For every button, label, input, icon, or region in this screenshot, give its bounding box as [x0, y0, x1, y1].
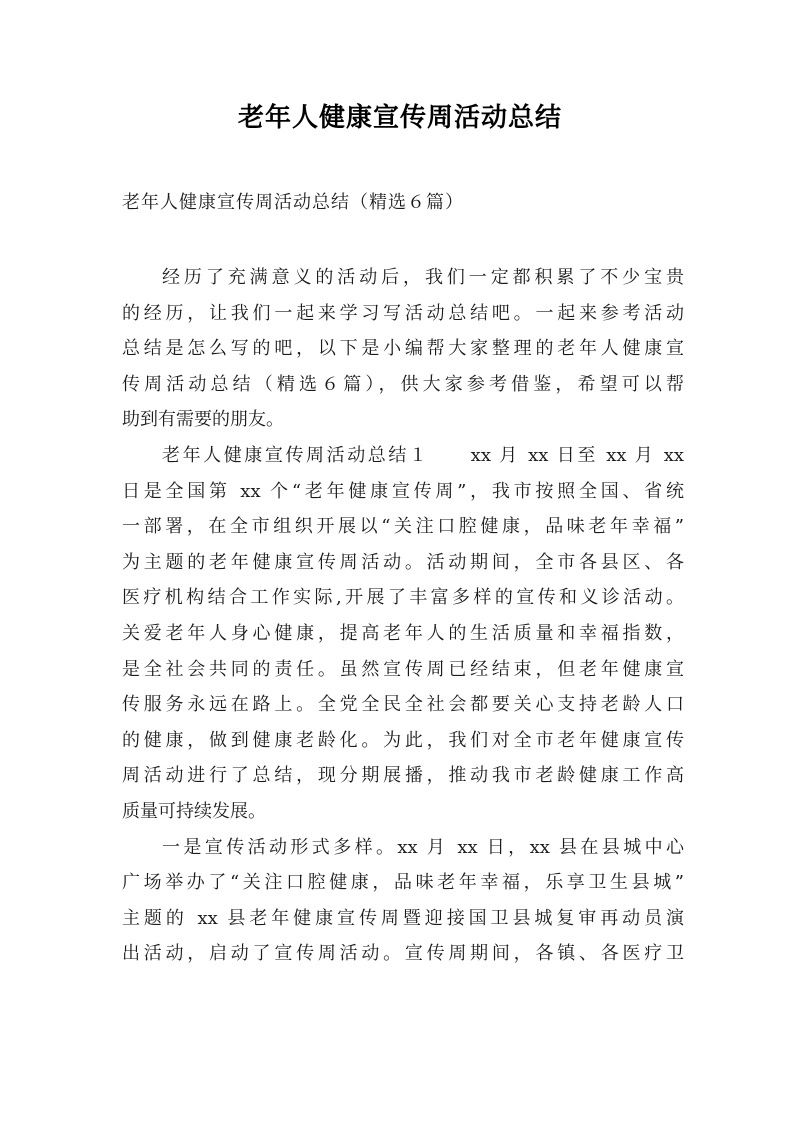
paragraph-intro [122, 260, 684, 438]
text-line: 一部署，在全市组织开展以“关注口腔健康，品味老年幸福” [122, 516, 684, 538]
text-line: 助到有需要的朋友。 [122, 409, 284, 431]
text-line: 质量可持续发展。 [122, 800, 266, 822]
text-line: 关爱老年人身心健康，提高老年人的生活质量和幸福指数， [122, 622, 684, 644]
paragraph-activity-forms [122, 830, 684, 972]
text-line: 周活动进行了总结，现分期展播，推动我市老龄健康工作高 [122, 765, 684, 787]
document-body [122, 260, 684, 972]
text-line: 老年人健康宣传周活动总结１ xx 月 xx 日至 xx 月 xx [162, 444, 684, 466]
text-line: 日是全国第 xx 个“老年健康宣传周”，我市按照全国、省统 [122, 480, 684, 502]
document-subtitle: 老年人健康宣传周活动总结（精选６篇） [122, 192, 464, 213]
text-line: 一是宣传活动形式多样。xx 月 xx 日，xx 县在县城中心 [162, 836, 684, 858]
text-line: 出活动，启动了宣传周活动。宣传周期间，各镇、各医疗卫 [122, 943, 684, 965]
text-line: 的经历，让我们一起来学习写活动总结吧。一起来参考活动 [122, 302, 684, 324]
paragraph-summary-1 [122, 438, 684, 830]
text-line: 总结是怎么写的吧，以下是小编帮大家整理的老年人健康宣 [122, 338, 684, 360]
document-title: 老年人健康宣传周活动总结 [237, 103, 562, 133]
text-line: 广场举办了“关注口腔健康，品味老年幸福，乐享卫生县城” [122, 872, 684, 894]
text-line: 是全社会共同的责任。虽然宣传周已经结束，但老年健康宣 [122, 658, 684, 680]
text-line: 医疗机构结合工作实际,开展了丰富多样的宣传和义诊活动。 [122, 587, 684, 609]
text-line: 传周活动总结（精选６篇），供大家参考借鉴，希望可以帮 [122, 373, 684, 395]
text-line: 传服务永远在路上。全党全民全社会都要关心支持老龄人口 [122, 694, 684, 716]
text-line: 的健康，做到健康老龄化。为此，我们对全市老年健康宣传 [122, 729, 684, 751]
text-line: 经历了充满意义的活动后，我们一定都积累了不少宝贵 [162, 267, 684, 288]
text-line: 主题的 xx 县老年健康宣传周暨迎接国卫县城复审再动员演 [122, 907, 684, 929]
text-line: 为主题的老年健康宣传周活动。活动期间，全市各县区、各 [122, 551, 684, 573]
